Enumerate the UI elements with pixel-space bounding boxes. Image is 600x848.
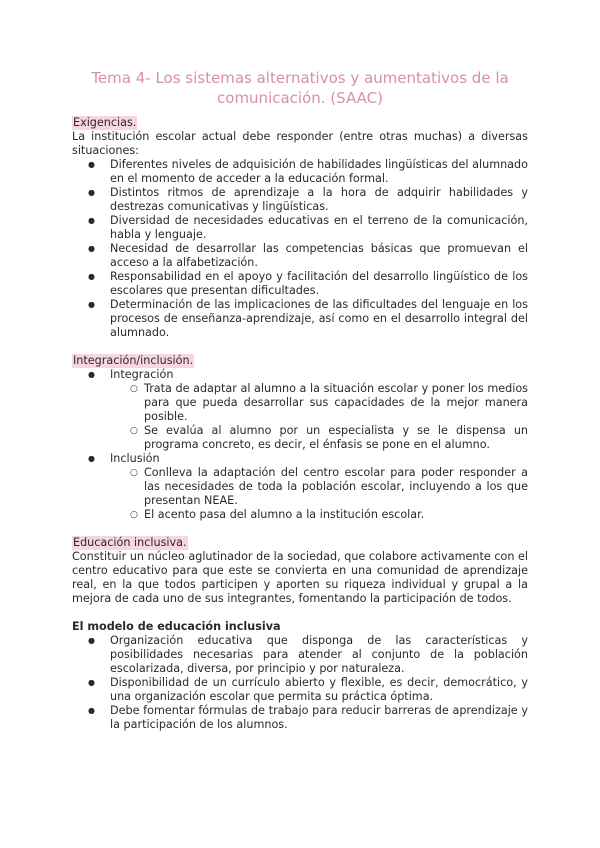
list-item: ● Necesidad de desarrollar las competencias básicas que promuevan el acceso a la alfabetización. (72, 242, 528, 270)
modelo-list (72, 634, 528, 732)
section-integracion (72, 354, 528, 522)
list-item: ● Organización educativa que disponga de las características y posibilidades necesarias para atender al conjunto de la población escolarizada, diversa, por principio y por naturaleza. (72, 634, 528, 676)
section-heading-exigencias: Exigencias. (73, 116, 137, 129)
list-item-inclusion (72, 452, 528, 466)
sub-list-item: ○ Conlleva la adaptación del centro escolar para poder responder a las necesidades de toda la población escolar, incluyendo a los que presentan NEAE. (72, 466, 528, 508)
exigencias-intro: La institución escolar actual debe responder (entre otras muchas) a diversas situaciones: (72, 130, 528, 157)
sub-list-item: ○ Se evalúa al alumno por un especialista y se le dispensa un programa concreto, es decir, el énfasis se pone en el alumno. (72, 424, 528, 452)
list-item-integracion (72, 368, 528, 382)
integracion-sublist (72, 382, 528, 452)
inclusion-list (72, 452, 528, 466)
section-heading-modelo: El modelo de educación inclusiva (72, 620, 281, 633)
section-exigencias (72, 116, 528, 340)
list-item: ● Debe fomentar fórmulas de trabajo para reducir barreras de aprendizaje y la participación de los alumnos. (72, 704, 528, 732)
educacion-text: Constituir un núcleo aglutinador de la sociedad, que colabore activamente con el centro educativo para que este se convierta en una comunidad de aprendizaje real, en la que todos participen y aporten su riqueza individual y grupal a la mejora de cada uno de sus integrantes, fomentando la participación de todos. (72, 550, 528, 605)
list-item: ● Diversidad de necesidades educativas en el terreno de la comunicación, habla y lenguaje. (72, 214, 528, 242)
list-item: ● Diferentes niveles de adquisición de habilidades lingüísticas del alumnado en el momento de acceder a la educación formal. (72, 158, 528, 186)
section-heading-integracion: Integración/inclusión. (73, 354, 194, 367)
section-modelo (72, 620, 528, 732)
list-item: ● Responsabilidad en el apoyo y facilitación del desarrollo lingüístico de los escolares que presentan dificultades. (72, 270, 528, 298)
section-educacion-inclusiva (72, 536, 528, 606)
page-title: Tema 4- Los sistemas alternativos y aumentativos de la comunicación. (SAAC) (91, 69, 509, 107)
sub-list-item: ○ El acento pasa del alumno a la institución escolar. (72, 508, 528, 522)
exigencias-list (72, 158, 528, 340)
list-item: ● Distintos ritmos de aprendizaje a la hora de adquirir habilidades y destrezas comunicativas y lingüísticas. (72, 186, 528, 214)
list-item: ● Determinación de las implicaciones de las dificultades del lenguaje en los procesos de enseñanza-aprendizaje, así como en el desarrollo integral del alumnado. (72, 298, 528, 340)
integracion-list (72, 368, 528, 382)
inclusion-sublist (72, 466, 528, 522)
section-heading-educacion: Educación inclusiva. (73, 536, 187, 549)
sub-list-item: ○ Trata de adaptar al alumno a la situación escolar y poner los medios para que pueda desarrollar sus capacidades de la mejor manera posible. (72, 382, 528, 424)
list-item-label: Integración (110, 368, 174, 381)
list-item: ● Disponibilidad de un currículo abierto y flexible, es decir, democrático, y una organización escolar que permita su práctica óptima. (72, 676, 528, 704)
list-item-label: Inclusión (110, 452, 160, 465)
